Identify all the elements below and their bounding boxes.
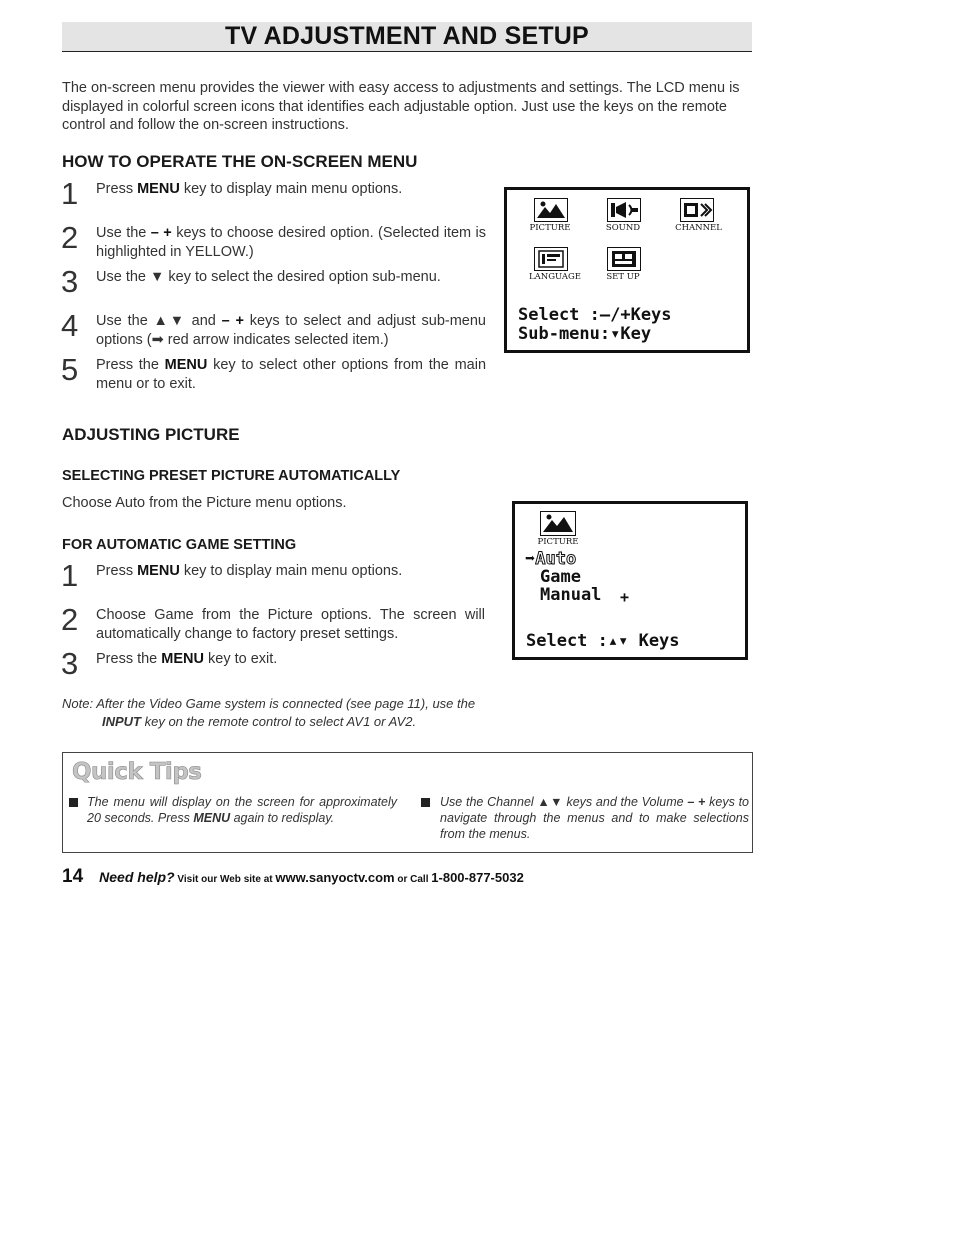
page-number: 14	[62, 866, 84, 887]
plus-icon: +	[620, 588, 630, 606]
operate-step-1: Press MENU key to display main menu options.	[96, 181, 403, 197]
operate-step-3: Use the ▼ key to select the desired option sub-menu.	[96, 269, 441, 285]
icon-label: SOUND	[605, 223, 641, 233]
need-help-text: Need help?	[99, 869, 175, 885]
menu-option-manual: Manual	[540, 585, 602, 605]
step-number: 3	[61, 264, 79, 299]
tip-2: Use the Channel ▲▼ keys and the Volume – + keys to navigate through the menus and to make selections from the menus.	[440, 795, 749, 841]
operate-step-4: Use the ▲▼ and – + keys to select and adjust sub-menu options (➡ red arrow indicates selected item.)	[96, 313, 486, 348]
bullet-icon	[69, 798, 78, 807]
step-number: 5	[61, 352, 79, 387]
preset-heading: SELECTING PRESET PICTURE AUTOMATICALLY	[62, 468, 401, 484]
step-number: 2	[61, 220, 79, 255]
game-step-3: Press the MENU key to exit.	[96, 651, 278, 667]
game-heading: FOR AUTOMATIC GAME SETTING	[62, 537, 297, 553]
intro-paragraph: The on-screen menu provides the viewer with easy access to adjustments and settings. The LCD menu is displayed in colorful screen icons that identifies each adjustable option. Just use the keys on the remote control and follow the on-screen instructions.	[62, 80, 740, 134]
phone-number: 1-800-877-5032	[431, 870, 524, 885]
operate-step-5: Press the MENU key to select other options from the main menu or to exit.	[96, 357, 487, 392]
operate-heading: HOW TO OPERATE THE ON-SCREEN MENU	[62, 152, 418, 171]
icon-label: PICTURE	[529, 223, 571, 233]
quick-tips-title: Quick Tips	[72, 759, 202, 785]
sound-icon	[607, 198, 641, 222]
menu-option-game: Game	[540, 567, 581, 587]
channel-icon	[680, 198, 714, 222]
step-number: 1	[61, 558, 79, 593]
step-number: 1	[61, 176, 79, 211]
picture-icon	[540, 511, 576, 536]
icon-label: SET UP	[606, 272, 640, 282]
title-bar	[62, 22, 752, 52]
note-line-1: Note: After the Video Game system is connected (see page 11), use the	[62, 696, 476, 711]
setup-icon	[607, 247, 641, 271]
submenu-keys-text: Sub-menu:▾Key	[518, 324, 652, 344]
picture-icon	[534, 198, 568, 222]
bullet-icon	[421, 798, 430, 807]
main-menu-screen	[504, 187, 750, 353]
step-number: 2	[61, 602, 79, 637]
note-line-2: INPUT key on the remote control to select AV1 or AV2.	[102, 714, 417, 729]
icon-label: LANGUAGE	[528, 272, 582, 282]
selected-arrow-icon: ➡	[525, 549, 536, 569]
quick-tips-box	[62, 752, 753, 853]
website-link[interactable]: www.sanyoctv.com	[275, 870, 395, 885]
menu-option-auto: Auto	[535, 549, 577, 569]
step-number: 4	[61, 308, 79, 343]
picture-menu-screen	[512, 501, 748, 660]
icon-label: CHANNEL	[675, 223, 722, 233]
note-input-key: INPUT	[102, 714, 141, 729]
language-icon	[534, 247, 568, 271]
select-keys-text: Select :–/+Keys	[518, 305, 672, 325]
game-step-1: Press MENU key to display main menu options.	[96, 563, 403, 579]
tip-1: The menu will display on the screen for approximately 20 seconds. Press MENU again to redisplay.	[87, 795, 397, 825]
icon-label: PICTURE	[537, 537, 579, 547]
operate-step-2: Use the – + keys to choose desired option. (Selected item is highlighted in YELLOW.)	[96, 225, 487, 260]
adjusting-picture-heading: ADJUSTING PICTURE	[62, 425, 240, 444]
game-step-2: Choose Game from the Picture options. The screen will automatically change to factory preset settings.	[96, 607, 485, 642]
page-title: TV ADJUSTMENT AND SETUP	[225, 22, 589, 50]
preset-text: Choose Auto from the Picture menu options.	[62, 495, 347, 511]
select-keys-text: Select :▴▾ Keys	[526, 631, 680, 651]
step-number: 3	[61, 646, 79, 681]
footer: 14 Need help? Visit our Web site at www.sanyoctv.com or Call 1-800-877-5032	[62, 866, 524, 887]
